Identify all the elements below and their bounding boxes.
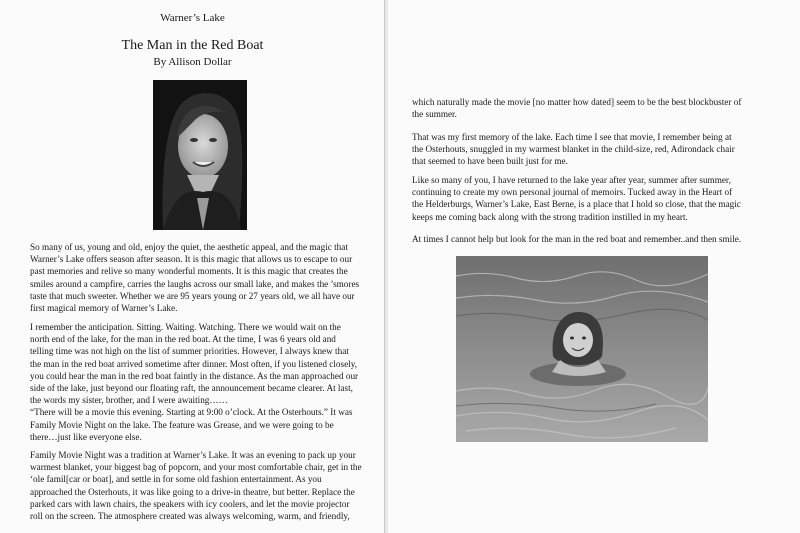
paragraph-6: Like so many of you, I have returned to the lake year after year, summer after summer, continuing to create my own personal journal of memoirs. Tucked away in the Heart of the Helderburgs, Warner’s Lake, East Berne, is a place that I hold so close, that the magic keeps me coming back along with the strong tradition instilled in my heart. [412, 175, 741, 222]
newsletter-header: Warner’s Lake [160, 12, 225, 24]
author-portrait-photo [153, 80, 247, 230]
author-byline: By Allison Dollar [153, 56, 232, 68]
paragraph-7: At times I cannot help but look for the man in the red boat and remember..and then smile. [412, 234, 742, 244]
article-title: The Man in the Red Boat [121, 38, 264, 53]
paragraph-2: I remember the anticipation. Sitting. Waiting. Watching. There we would wait on the north end of the lake, for the man in the red boat. At the time, I was 6 years old and telling time was not high on the list of summer priorities. However, I always knew that the man in the red boat arrived sometime after dinner. Most often, if you listened closely, you could hear the man in the red boat faintly in the distance. As the man approached our side of the lake, just beyond our floating raft, the announcement became clearer. At last, the words my sister, brother, and I were awaiting…… “There will be a movie this evening. Starting at 9:00 o’clock. At the Osterhouts.” It was Family Movie Night on the lake. The feature was Grease, and we were going to be there…just like everyone else. [30, 322, 359, 442]
paragraph-3: Family Movie Night was a tradition at Warner’s Lake. It was an evening to pack up your warmest blanket, your biggest bag of popcorn, and your most comfortable chair, get in the ‘ole famil[car or boat], and settle in for some old fashion entertainment. As you approached the Osterhouts, it was like going to a drive-in theatre, but better. Replace the parked cars with lawn chairs, the speakers with icy coolers, and let the movie projector roll on the screen. The atmosphere created was always welcoming, warm, and friendly, [30, 450, 362, 522]
paragraph-1: So many of us, young and old, enjoy the quiet, the aesthetic appeal, and the magic that Warner’s Lake offers season after season. It is this magic that allows us to escape to our past memories and relive so many wonderful moments. It is this magic that creates the smiles around a campfire, carries the laughs across our small lake, and makes the ’smores taste that much sweeter. Whether we are 95 years young or 27 years old, we all have our first magical memory of Warner’s Lake. [30, 242, 360, 314]
swimming-child-photo [456, 256, 708, 442]
paragraph-5: That was my first memory of the lake. Each time I see that movie, I remember being at the Osterhouts, snuggled in my warmest blanket in the child-size, red, Adirondack chair that seemed to have been built just for me. [412, 132, 735, 167]
paragraph-4: which naturally made the movie [no matter how dated] seem to be the best blockbuster of the summer. [412, 97, 742, 120]
